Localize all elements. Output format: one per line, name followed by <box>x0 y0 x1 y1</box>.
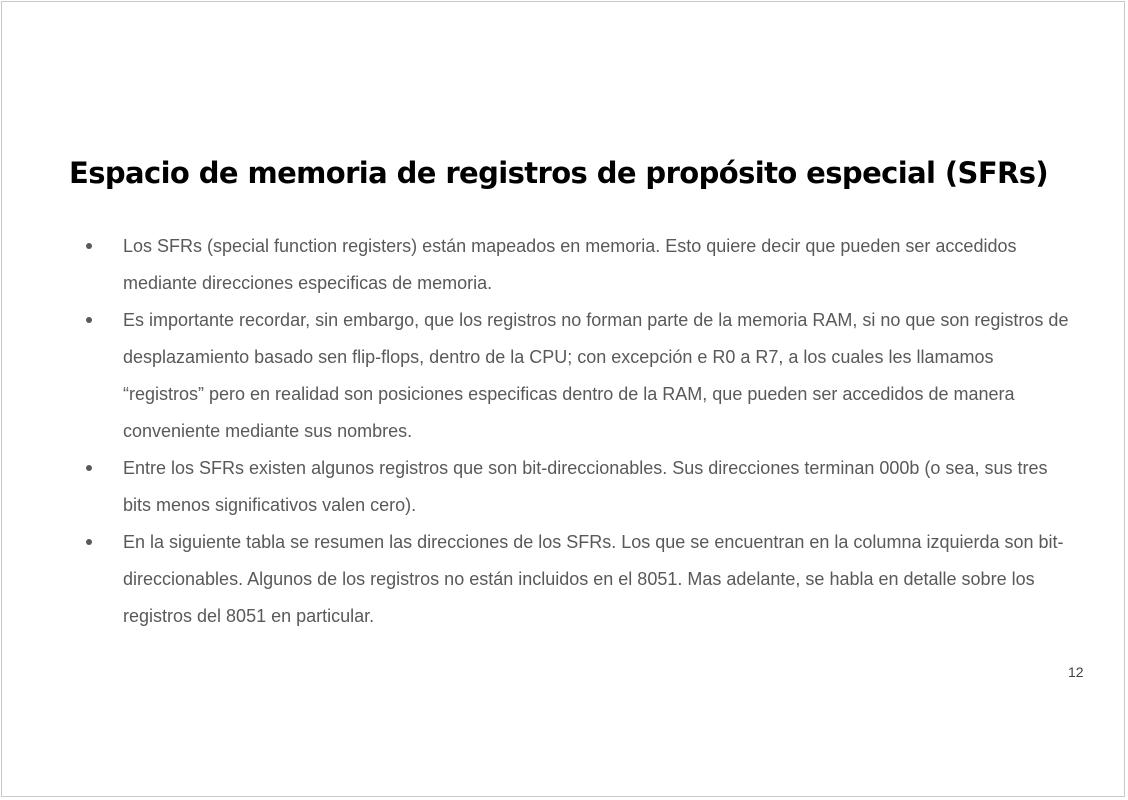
bullet-item-1 <box>82 228 1072 302</box>
bullet-text-2: Es importante recordar, sin embargo, que los registros no forman parte de la memoria RAM, si no que son registros de desplazamiento basado sen flip-flops, dentro de la CPU; con excepción e R0 a R7, a los cuales les llamamos “registros” pero en realidad son posiciones especificas dentro de la RAM, que pueden ser accedidos de manera conveniente mediante sus nombres. <box>123 310 1069 441</box>
slide-title: Espacio de memoria de registros de propósito especial (SFRs) <box>69 156 1049 190</box>
bullet-dot-icon <box>86 317 92 323</box>
bullet-item-4 <box>82 524 1072 635</box>
bullet-text-1: Los SFRs (special function registers) están mapeados en memoria. Esto quiere decir que pueden ser accedidos mediante direcciones especificas de memoria. <box>123 236 1017 293</box>
bullet-dot-icon <box>86 465 92 471</box>
bullet-dot-icon <box>86 243 92 249</box>
bullet-list <box>82 228 1072 635</box>
bullet-item-2 <box>82 302 1072 450</box>
bullet-text-4: En la siguiente tabla se resumen las direcciones de los SFRs. Los que se encuentran en la columna izquierda son bit-direccionables. Algunos de los registros no están incluidos en el 8051. Mas adelante, se habla en detalle sobre los registros del 8051 en particular. <box>123 532 1064 626</box>
bullet-text-3: Entre los SFRs existen algunos registros que son bit-direccionables. Sus direcciones terminan 000b (o sea, sus tres bits menos significativos valen cero). <box>123 458 1048 515</box>
page-number: 12 <box>1068 664 1084 680</box>
bullet-item-3 <box>82 450 1072 524</box>
bullet-dot-icon <box>86 539 92 545</box>
slide <box>1 1 1125 797</box>
